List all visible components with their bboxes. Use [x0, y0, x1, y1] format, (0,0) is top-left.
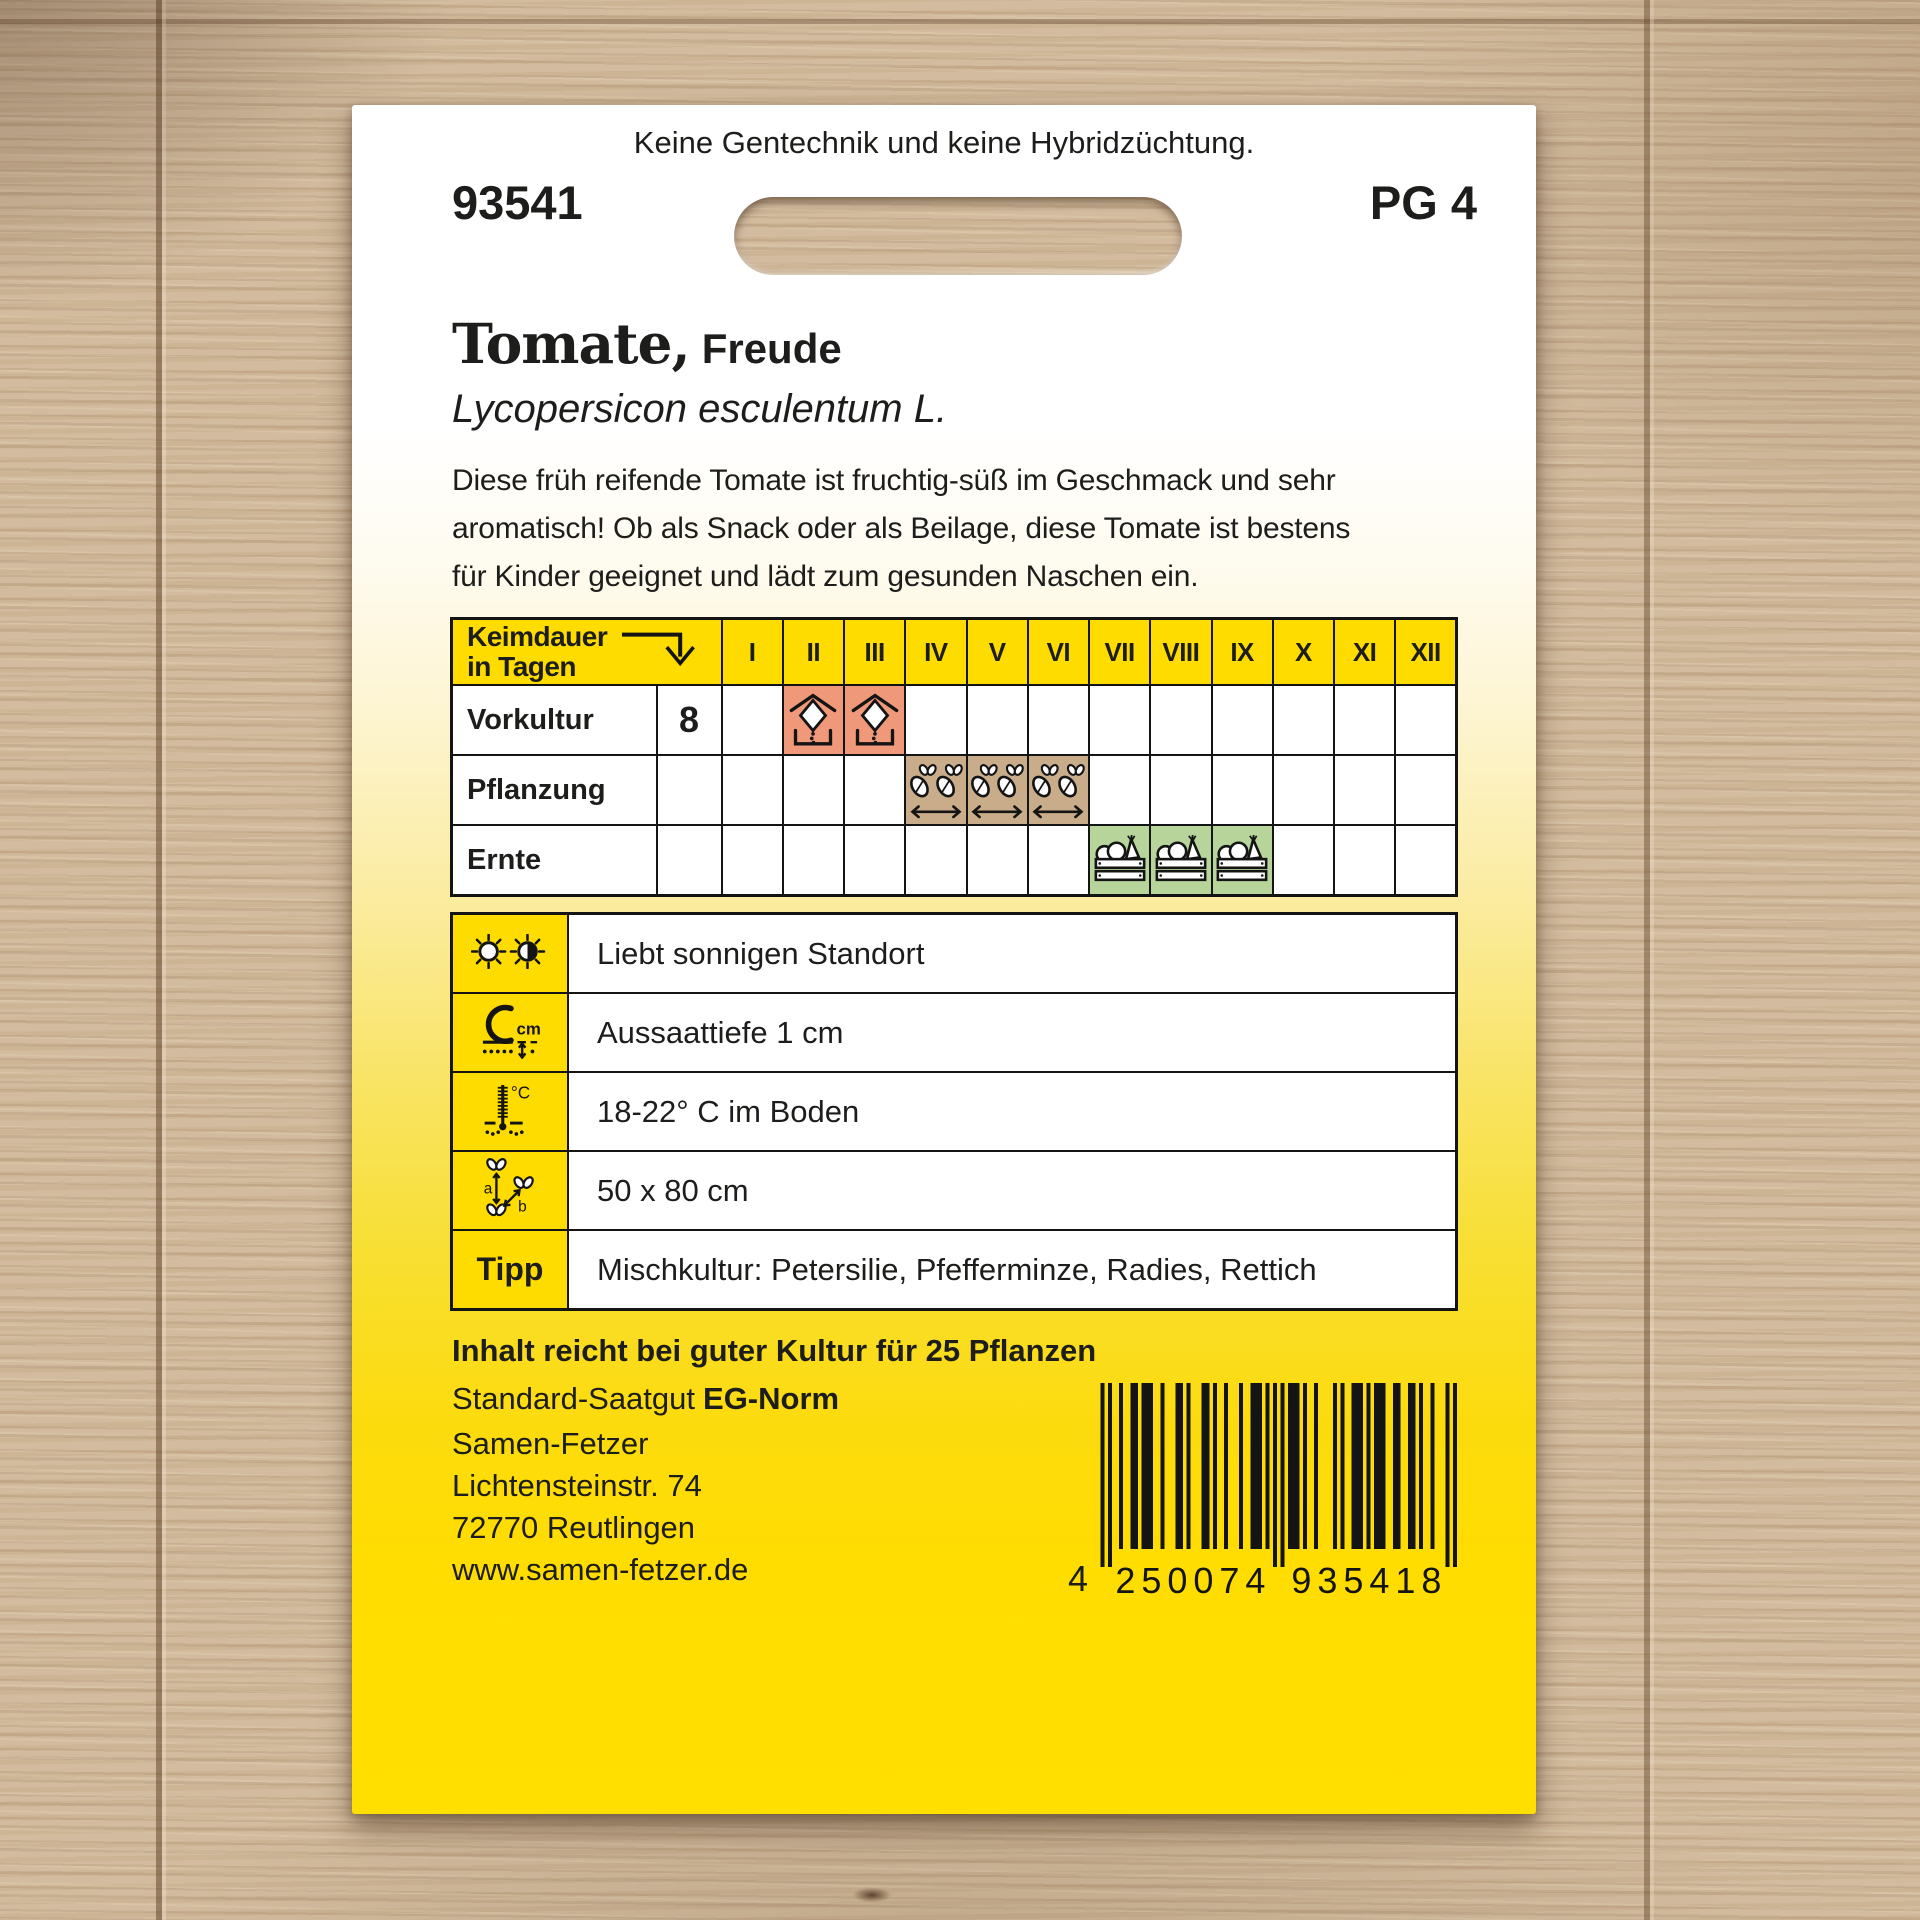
planting-out-cell	[967, 755, 1028, 825]
species-name: Tomate,	[452, 311, 690, 376]
empty-month-cell	[1150, 685, 1211, 755]
empty-month-cell	[1028, 685, 1089, 755]
plant-spacing-icon	[452, 1151, 569, 1230]
info-text: Liebt sonnigen Standort	[568, 914, 1457, 994]
calendar-row	[452, 825, 1457, 896]
no-gmo-note: Keine Gentechnik und keine Hybridzüchtung.	[633, 125, 1255, 160]
svg-text:935418: 935418	[1291, 1560, 1442, 1597]
address-line: Lichtensteinstr. 74	[452, 1468, 702, 1503]
info-row	[452, 993, 1457, 1072]
product-title	[452, 311, 842, 376]
seed-norm-label: EG-Norm	[703, 1381, 840, 1416]
calendar-row-label: Ernte	[452, 825, 657, 896]
seed-standard-line	[452, 1381, 839, 1417]
germination-days-value	[657, 755, 722, 825]
month-header: IV	[905, 619, 966, 686]
info-text: 50 x 80 cm	[568, 1151, 1457, 1230]
empty-month-cell	[844, 755, 905, 825]
empty-month-cell	[783, 755, 844, 825]
article-number: 93541	[452, 176, 583, 229]
empty-month-cell	[1395, 755, 1456, 825]
info-text: 18-22° C im Boden	[568, 1072, 1457, 1151]
address-line: Samen-Fetzer	[452, 1426, 649, 1461]
producer-address	[452, 1423, 748, 1591]
empty-month-cell	[967, 825, 1028, 896]
botanical-name: Lycopersicon esculentum L.	[452, 387, 948, 431]
germination-header-cell	[452, 619, 722, 686]
address-line: 72770 Reutlingen	[452, 1510, 696, 1545]
description-text	[452, 457, 1462, 601]
ean-barcode	[1068, 1383, 1457, 1597]
empty-month-cell	[1089, 755, 1150, 825]
empty-month-cell	[1212, 755, 1273, 825]
empty-month-cell	[1334, 685, 1395, 755]
empty-month-cell	[1089, 685, 1150, 755]
empty-month-cell	[783, 825, 844, 896]
germination-label: Keimdauer in Tagen	[467, 621, 608, 682]
description-line: Diese früh reifende Tomate ist fruchtig-süß im Geschmack und sehr	[452, 464, 1336, 497]
seed-standard-label: Standard-Saatgut	[452, 1381, 696, 1416]
barcode-leading-digit: 4	[1068, 1558, 1089, 1599]
svg-text:cm: cm	[516, 1019, 541, 1039]
calendar-row-label: Pflanzung	[452, 755, 657, 825]
empty-month-cell	[1334, 825, 1395, 896]
empty-month-cell	[1273, 685, 1334, 755]
empty-month-cell	[1273, 825, 1334, 896]
month-header: VI	[1028, 619, 1089, 686]
sowing-under-cover-cell	[783, 685, 844, 755]
address-line: www.samen-fetzer.de	[452, 1552, 749, 1587]
planting-out-cell	[1028, 755, 1089, 825]
sowing-under-cover-cell	[844, 685, 905, 755]
info-row	[452, 914, 1457, 994]
month-header: V	[967, 619, 1028, 686]
seed-packet-back	[352, 105, 1536, 1814]
sun-half-shade-icon	[452, 914, 569, 994]
svg-text:b: b	[518, 1198, 527, 1216]
planting-out-cell	[905, 755, 966, 825]
calendar-row	[452, 685, 1457, 755]
svg-text:250074: 250074	[1115, 1560, 1266, 1597]
empty-month-cell	[1028, 825, 1089, 896]
empty-month-cell	[1273, 755, 1334, 825]
month-header: X	[1273, 619, 1334, 686]
germination-days-value: 8	[657, 685, 722, 755]
description-line: für Kinder geeignet und lädt zum gesunden Naschen ein.	[452, 560, 1199, 593]
content-quantity-line: Inhalt reicht bei guter Kultur für 25 Pflanzen	[452, 1333, 1097, 1368]
empty-month-cell	[1212, 685, 1273, 755]
description-line: aromatisch! Ob als Snack oder als Beilage, diese Tomate ist bestens	[452, 512, 1351, 545]
info-row	[452, 1072, 1457, 1151]
empty-month-cell	[905, 825, 966, 896]
month-header: IX	[1212, 619, 1273, 686]
price-group: PG 4	[1369, 176, 1477, 229]
empty-month-cell	[1334, 755, 1395, 825]
variety-name: Freude	[701, 325, 842, 372]
elbow-down-arrow-icon	[619, 628, 707, 677]
empty-month-cell	[1150, 755, 1211, 825]
growing-info-table	[450, 912, 1458, 1311]
month-header: I	[722, 619, 783, 686]
month-header: III	[844, 619, 905, 686]
info-text: Aussaattiefe 1 cm	[568, 993, 1457, 1072]
harvest-crate-cell	[1150, 825, 1211, 896]
month-header: II	[783, 619, 844, 686]
info-text: Mischkultur: Petersilie, Pfefferminze, Radies, Rettich	[568, 1230, 1457, 1310]
month-header: VIII	[1150, 619, 1211, 686]
germination-days-value	[657, 825, 722, 896]
empty-month-cell	[905, 685, 966, 755]
empty-month-cell	[967, 685, 1028, 755]
barcode-bars	[1100, 1383, 1457, 1597]
svg-text:°C: °C	[510, 1082, 531, 1103]
sowing-calendar-table	[450, 617, 1458, 897]
info-row	[452, 1151, 1457, 1230]
calendar-row-label: Vorkultur	[452, 685, 657, 755]
empty-month-cell	[1395, 825, 1456, 896]
empty-month-cell	[722, 755, 783, 825]
hang-hole	[734, 197, 1182, 275]
calendar-row	[452, 755, 1457, 825]
soil-temperature-icon	[452, 1072, 569, 1151]
empty-month-cell	[844, 825, 905, 896]
month-header: XII	[1395, 619, 1456, 686]
empty-month-cell	[722, 825, 783, 896]
month-header: VII	[1089, 619, 1150, 686]
sowing-depth-icon	[452, 993, 569, 1072]
empty-month-cell	[1395, 685, 1456, 755]
svg-text:a: a	[483, 1180, 493, 1198]
month-header: XI	[1334, 619, 1395, 686]
info-row	[452, 1230, 1457, 1310]
harvest-crate-cell	[1212, 825, 1273, 896]
tip-label-cell: Tipp	[452, 1230, 569, 1310]
harvest-crate-cell	[1089, 825, 1150, 896]
empty-month-cell	[722, 685, 783, 755]
